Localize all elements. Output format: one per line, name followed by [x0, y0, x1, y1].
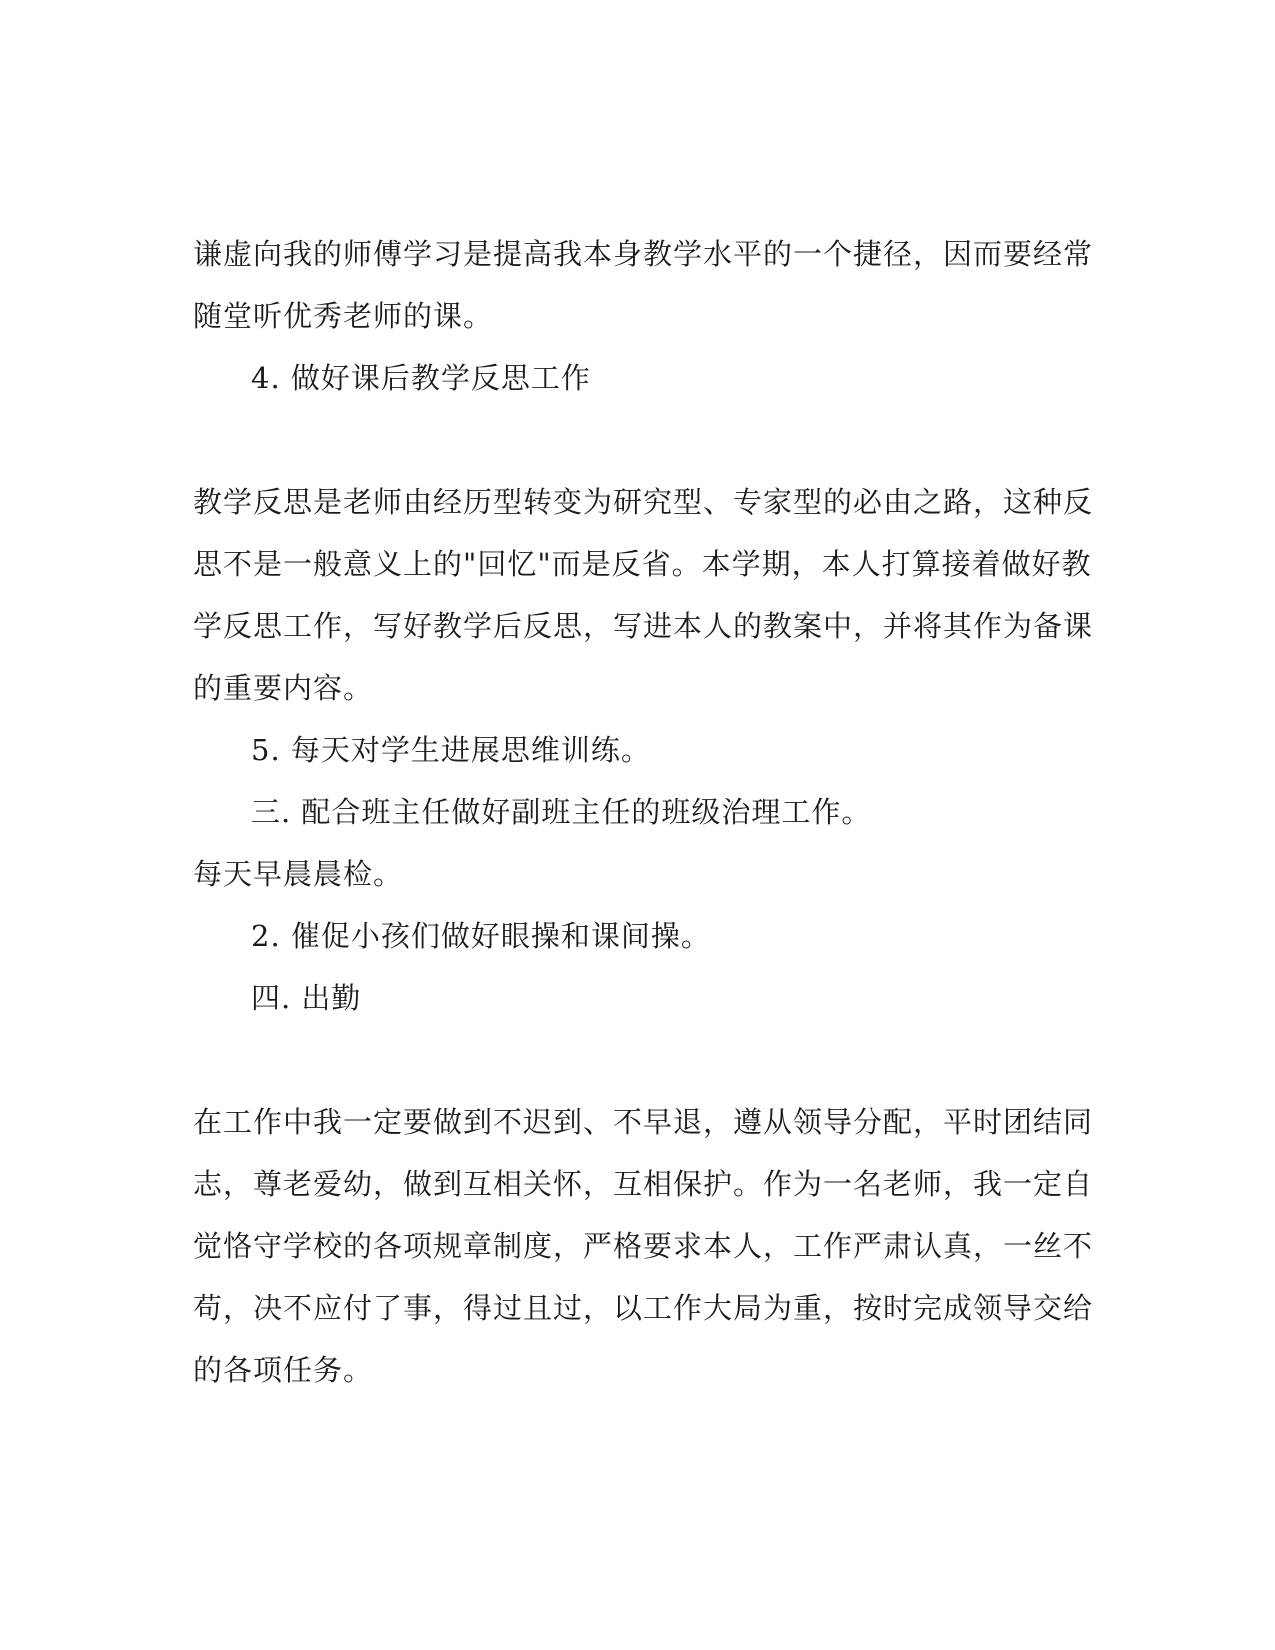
text-line: 教学反思是老师由经历型转变为研究型、专家型的必由之路，这种反 [193, 485, 1094, 519]
text-line: 每天早晨晨检。 [193, 857, 404, 891]
text-line: 在工作中我一定要做到不迟到、不早退，遵从领导分配，平时团结同 [193, 1105, 1094, 1139]
text-line: 谦虚向我的师傅学习是提高我本身教学水平的一个捷径，因而要经常 [193, 237, 1094, 271]
section-heading: 2. 催促小孩们做好眼操和课间操。 [251, 919, 711, 953]
text-line: 的重要内容。 [193, 671, 374, 705]
text-line: 觉恪守学校的各项规章制度，严格要求本人，工作严肃认真，一丝不 [193, 1229, 1094, 1263]
section-heading: 四. 出勤 [251, 981, 362, 1015]
section-heading: 4. 做好课后教学反思工作 [251, 361, 591, 395]
text-line: 苟，决不应付了事，得过且过，以工作大局为重，按时完成领导交给 [193, 1291, 1094, 1325]
text-line: 学反思工作，写好教学后反思，写进本人的教案中，并将其作为备课 [193, 609, 1094, 643]
section-heading: 三. 配合班主任做好副班主任的班级治理工作。 [251, 795, 872, 829]
text-line: 思不是一般意义上的"回忆"而是反省。本学期，本人打算接着做好教 [193, 547, 1092, 581]
section-heading: 5. 每天对学生进展思维训练。 [251, 733, 651, 767]
text-line: 的各项任务。 [193, 1353, 374, 1387]
text-line: 志，尊老爱幼，做到互相关怀，互相保护。作为一名老师，我一定自 [193, 1167, 1094, 1201]
text-line: 随堂听优秀老师的课。 [193, 299, 494, 333]
